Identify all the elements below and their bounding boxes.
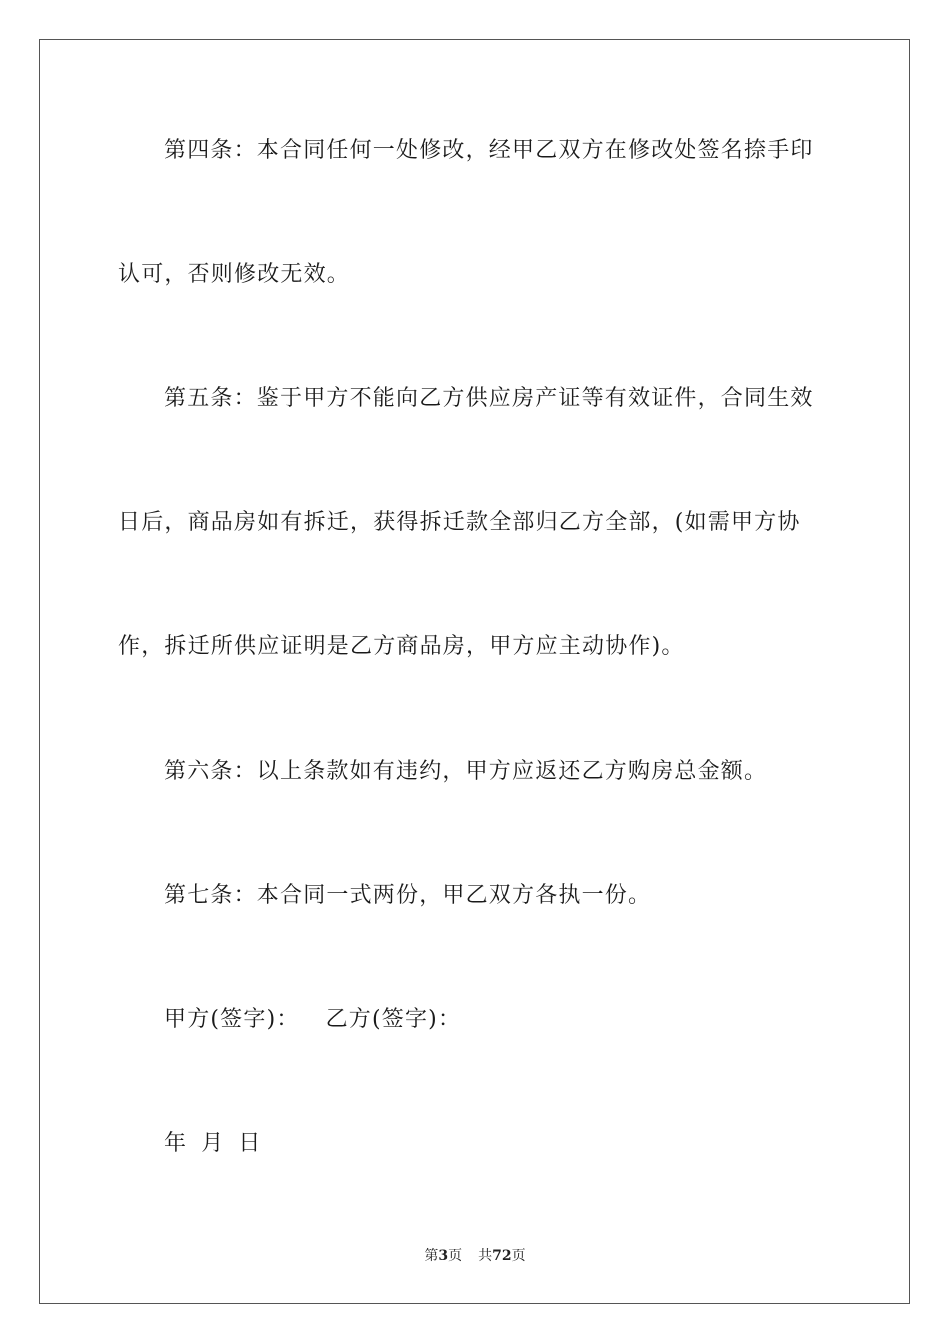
date-line <box>164 1129 262 1159</box>
signature-line <box>164 1005 461 1035</box>
article-7-line: 第七条：本合同一式两份，甲乙双方各执一份。 <box>164 883 652 908</box>
date-month: 月 <box>201 1131 225 1156</box>
page-number: 3 <box>438 1248 449 1264</box>
date-day: 日 <box>238 1131 262 1156</box>
page-footer <box>0 1247 950 1265</box>
page-prefix: 第 <box>424 1248 439 1264</box>
party-a-signature-label: 甲方(签字)： <box>164 1007 300 1032</box>
article-5-line-1: 第五条：鉴于甲方不能向乙方供应房产证等有效证件，合同生效 <box>164 386 814 411</box>
total-prefix: 共 <box>478 1248 493 1264</box>
total-pages: 72 <box>492 1248 512 1264</box>
total-suffix: 页 <box>511 1248 526 1264</box>
article-5-line-3: 作，拆迁所供应证明是乙方商品房，甲方应主动协作)。 <box>118 634 685 659</box>
article-5-line-2: 日后，商品房如有拆迁，获得拆迁款全部归乙方全部，(如需甲方协 <box>118 510 801 535</box>
article-4-line-2: 认可，否则修改无效。 <box>118 262 351 287</box>
page-border <box>39 39 910 1304</box>
article-6-line: 第六条：以上条款如有违约，甲方应返还乙方购房总金额。 <box>164 759 768 784</box>
date-year: 年 <box>164 1131 188 1156</box>
article-4-line-1: 第四条：本合同任何一处修改，经甲乙双方在修改处签名捺手印 <box>164 138 814 163</box>
party-b-signature-label: 乙方(签字)： <box>325 1007 462 1032</box>
page-suffix: 页 <box>448 1248 463 1264</box>
